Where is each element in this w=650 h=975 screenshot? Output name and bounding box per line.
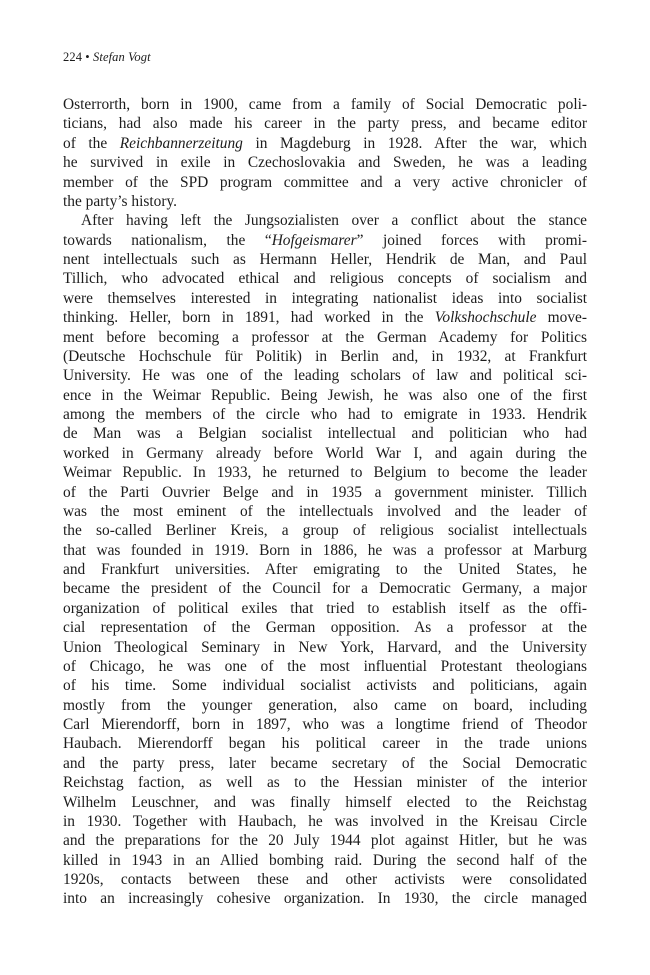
text-segment: Union Theological Seminary in New York, Harvard, and the University: [63, 638, 587, 656]
text-line: [63, 696, 587, 715]
text-segment: among the members of the circle who had to emigrate in 1933. Hendrik: [63, 406, 587, 423]
text-line: [63, 618, 587, 637]
text-segment: were themselves interested in integrating nationalist ideas into socialist: [63, 289, 587, 307]
text-segment: Carl Mierendorff, born in 1897, who was a longtime friend of Theodor: [63, 716, 587, 733]
text-line: [63, 870, 587, 889]
text-line: [63, 95, 587, 114]
text-segment: the so-called Berliner Kreis, a group of religious socialist intellectuals: [63, 522, 587, 540]
text-segment: Tillich, who advocated ethical and religious concepts of socialism and: [63, 270, 587, 288]
text-line: [63, 541, 587, 560]
text-segment: Reichstag faction, as well as to the Hessian minister of the interior: [63, 774, 587, 792]
text-segment: ment before becoming a professor at the German Academy for Politics: [63, 328, 587, 346]
text-line: [63, 734, 587, 753]
text-segment: into an increasingly cohesive organization. In 1930, the circle managed: [63, 890, 587, 908]
text-line: [63, 192, 587, 211]
text-segment: thinking. Heller, born in 1891, had worked in the: [63, 309, 435, 327]
header-separator: •: [85, 50, 90, 64]
text-segment: 1920s, contacts between these and other activists were consolidated: [63, 871, 587, 888]
text-segment: nent intellectuals such as Hermann Heller, Hendrik de Man, and Paul: [63, 251, 587, 268]
text-line: [63, 386, 587, 405]
text-line: [63, 599, 587, 618]
text-line: [63, 793, 587, 812]
text-line: [63, 579, 587, 598]
text-segment: of his time. Some individual socialist activists and politicians, again: [63, 677, 587, 695]
text-segment: of the: [63, 134, 120, 152]
text-line: [63, 754, 587, 773]
text-segment: de Man was a Belgian socialist intellectual and politician who had: [63, 425, 587, 443]
text-line: [63, 657, 587, 676]
italic-segment: Hofgeismarer: [271, 231, 357, 249]
text-line: [63, 231, 587, 250]
author-name: Stefan Vogt: [93, 50, 151, 64]
text-segment: After having left the Jungsozialisten over a conflict about the stance: [81, 212, 587, 230]
text-segment: organization of political exiles that tried to establish itself as the offi-: [63, 599, 587, 617]
text-line: [63, 211, 587, 230]
text-segment: killed in 1943 in an Allied bombing raid. During the second half of the: [63, 851, 587, 869]
text-line: [63, 889, 587, 908]
text-line: [63, 715, 587, 734]
text-segment: member of the SPD program committee and a very active chronicler of: [63, 173, 587, 191]
text-segment: in 1930. Together with Haubach, he was involved in the Kreisau Circle: [63, 812, 587, 830]
text-line: [63, 308, 587, 327]
text-line: [63, 773, 587, 792]
text-line: [63, 831, 587, 850]
text-line: [63, 347, 587, 366]
text-segment: worked in Germany already before World War I, and again during the: [63, 444, 587, 462]
text-line: [63, 463, 587, 482]
text-line: [63, 638, 587, 657]
text-line: [63, 173, 587, 192]
text-segment: ticians, had also made his career in the party press, and became editor: [63, 115, 587, 133]
text-segment: ence in the Weimar Republic. Being Jewish, he was also one of the first: [63, 386, 587, 404]
text-line: [63, 366, 587, 385]
italic-segment: Volkshochschule: [434, 309, 537, 327]
text-segment: that was founded in 1919. Born in 1886, he was a professor at Marburg: [63, 541, 587, 559]
text-segment: Haubach. Mierendorff began his political career in the trade unions: [63, 735, 587, 753]
text-segment: Osterrorth, born in 1900, came from a family of Social Democratic poli-: [63, 96, 587, 113]
text-segment: towards nationalism, the “: [63, 231, 272, 249]
text-line: [63, 134, 587, 153]
text-segment: and the party press, later became secretary of the Social Democratic: [63, 754, 587, 772]
text-segment: the party’s history.: [63, 192, 177, 210]
text-line: [63, 560, 587, 579]
text-segment: and Frankfurt universities. After emigrating to the United States, he: [63, 561, 587, 578]
text-segment: mostly from the younger generation, also came on board, including: [63, 696, 587, 714]
text-line: [63, 424, 587, 443]
body-text: [63, 95, 587, 909]
text-line: [63, 851, 587, 870]
text-line: [63, 328, 587, 347]
text-line: [63, 153, 587, 172]
text-segment: became the president of the Council for a Democratic Germany, a major: [63, 580, 587, 598]
text-segment: was the most eminent of the intellectuals involved and the leader of: [63, 502, 587, 520]
text-segment: he survived in exile in Czechoslovakia and Sweden, he was a leading: [63, 154, 587, 172]
text-segment: Wilhelm Leuschner, and was finally himself elected to the Reichstag: [63, 793, 587, 811]
text-segment: cial representation of the German opposition. As a professor at the: [63, 619, 587, 637]
text-line: [63, 444, 587, 463]
text-segment: of the Parti Ouvrier Belge and in 1935 a government minister. Tillich: [63, 483, 587, 501]
italic-segment: Reichbannerzeitung: [119, 134, 243, 152]
text-segment: (Deutsche Hochschule für Politik) in Berlin and, in 1932, at Frankfurt: [63, 347, 587, 365]
text-line: [63, 812, 587, 831]
text-line: [63, 405, 587, 424]
text-segment: ” joined forces with promi-: [356, 231, 587, 249]
text-line: [63, 289, 587, 308]
text-segment: in Magdeburg in 1928. After the war, which: [242, 134, 587, 152]
text-segment: Weimar Republic. In 1933, he returned to Belgium to become the leader: [63, 464, 587, 482]
text-line: [63, 483, 587, 502]
text-line: [63, 269, 587, 288]
page-number: 224: [63, 50, 83, 64]
running-head: [63, 50, 151, 65]
text-line: [63, 114, 587, 133]
text-segment: and the preparations for the 20 July 1944 plot against Hitler, but he was: [63, 832, 587, 850]
text-line: [63, 521, 587, 540]
text-segment: of Chicago, he was one of the most influential Protestant theologians: [63, 657, 587, 675]
text-segment: move-: [536, 309, 587, 327]
text-segment: University. He was one of the leading scholars of law and political sci-: [63, 367, 587, 385]
text-line: [63, 250, 587, 269]
text-line: [63, 502, 587, 521]
text-line: [63, 676, 587, 695]
